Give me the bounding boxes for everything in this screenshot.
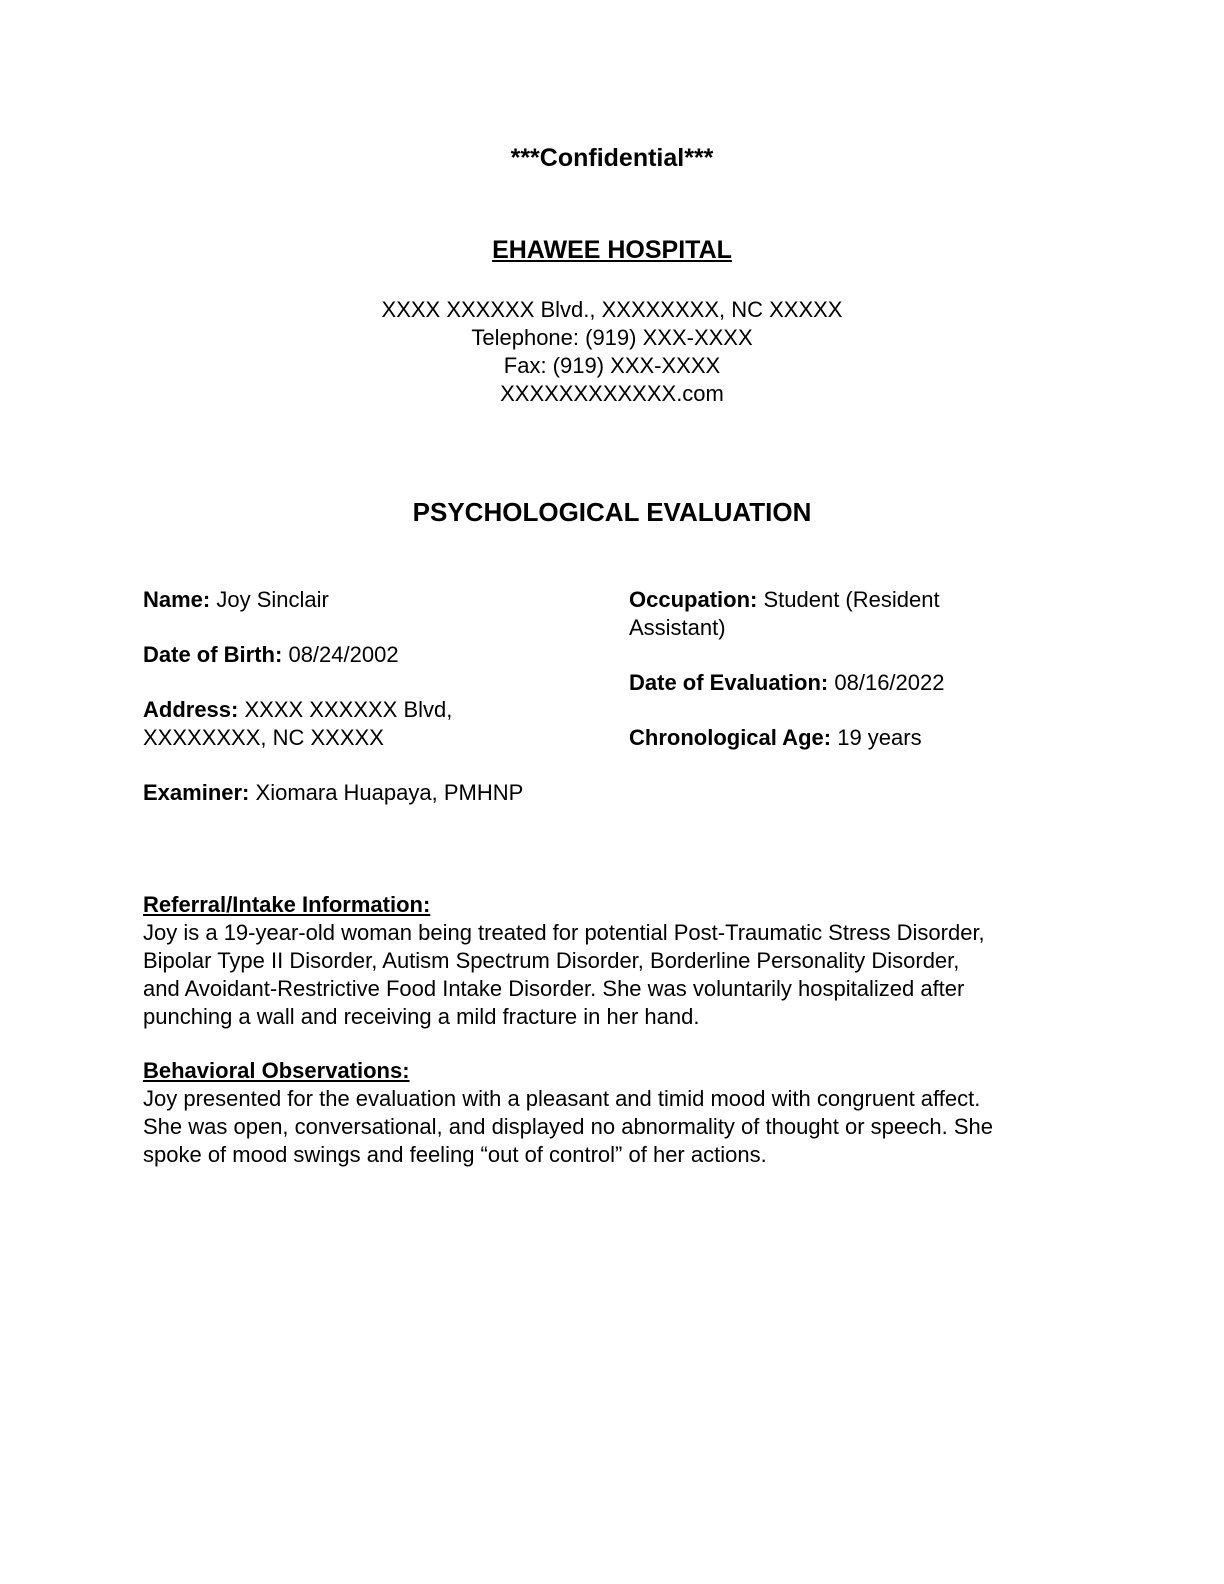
evaluation-date-label: Date of Evaluation: bbox=[629, 670, 829, 695]
patient-name-value: Joy Sinclair bbox=[216, 587, 329, 612]
patient-address-label: Address: bbox=[143, 697, 239, 722]
referral-paragraph-line: Bipolar Type II Disorder, Autism Spectrum Disorder, Borderline Personality Disorder, bbox=[143, 948, 960, 973]
hospital-website: XXXXXXXXXXXX.com bbox=[500, 381, 724, 406]
document-title: PSYCHOLOGICAL EVALUATION bbox=[412, 497, 812, 527]
examiner-field bbox=[143, 779, 583, 807]
hospital-name-text: EHAWEE HOSPITAL bbox=[492, 236, 732, 264]
referral-paragraph-line: punching a wall and receiving a mild fracture in her hand. bbox=[143, 1004, 700, 1029]
date-of-birth-label: Date of Birth: bbox=[143, 642, 283, 667]
hospital-contact-block bbox=[0, 296, 1224, 408]
patient-name-field bbox=[143, 586, 583, 614]
referral-intake-section bbox=[143, 891, 1083, 1031]
behavioral-observations-section bbox=[143, 1057, 1083, 1169]
confidential-notice: ***Confidential*** bbox=[510, 144, 714, 172]
patient-name-label: Name: bbox=[143, 587, 211, 612]
behavioral-paragraph-line: Joy presented for the evaluation with a pleasant and timid mood with congruent affect. bbox=[143, 1086, 981, 1111]
occupation-value-line1: Student (Resident bbox=[763, 587, 940, 612]
patient-info-right-column bbox=[629, 586, 989, 752]
hospital-address: XXXX XXXXXX Blvd., XXXXXXXX, NC XXXXX bbox=[381, 297, 843, 322]
referral-paragraph-line: Joy is a 19-year-old woman being treated for potential Post-Traumatic Stress Disorder, bbox=[143, 920, 985, 945]
occupation-label: Occupation: bbox=[629, 587, 758, 612]
behavioral-paragraph-line: spoke of mood swings and feeling “out of control” of her actions. bbox=[143, 1142, 767, 1167]
date-of-birth-value: 08/24/2002 bbox=[288, 642, 399, 667]
hospital-name bbox=[0, 232, 1224, 268]
evaluation-date-value: 08/16/2022 bbox=[834, 670, 945, 695]
chronological-age-label: Chronological Age: bbox=[629, 725, 832, 750]
chronological-age-field bbox=[629, 724, 989, 752]
referral-intake-heading: Referral/Intake Information: bbox=[143, 892, 431, 917]
referral-paragraph-line: and Avoidant-Restrictive Food Intake Disorder. She was voluntarily hospitalized after bbox=[143, 976, 965, 1001]
patient-info-left-column bbox=[143, 586, 583, 807]
examiner-value: Xiomara Huapaya, PMHNP bbox=[255, 780, 524, 805]
evaluation-date-field bbox=[629, 669, 989, 697]
occupation-field bbox=[629, 586, 989, 642]
hospital-fax: Fax: (919) XXX-XXXX bbox=[503, 353, 721, 378]
behavioral-observations-heading: Behavioral Observations: bbox=[143, 1058, 410, 1083]
patient-address-line2: XXXXXXXX, NC XXXXX bbox=[143, 725, 384, 750]
examiner-label: Examiner: bbox=[143, 780, 250, 805]
patient-address-line1: XXXX XXXXXX Blvd, bbox=[244, 697, 453, 722]
behavioral-paragraph-line: She was open, conversational, and displayed no abnormality of thought or speech. She bbox=[143, 1114, 993, 1139]
occupation-value-line2: Assistant) bbox=[629, 615, 726, 640]
hospital-telephone: Telephone: (919) XXX-XXXX bbox=[471, 325, 753, 350]
chronological-age-value: 19 years bbox=[837, 725, 922, 750]
patient-address-field bbox=[143, 696, 583, 752]
date-of-birth-field bbox=[143, 641, 583, 669]
